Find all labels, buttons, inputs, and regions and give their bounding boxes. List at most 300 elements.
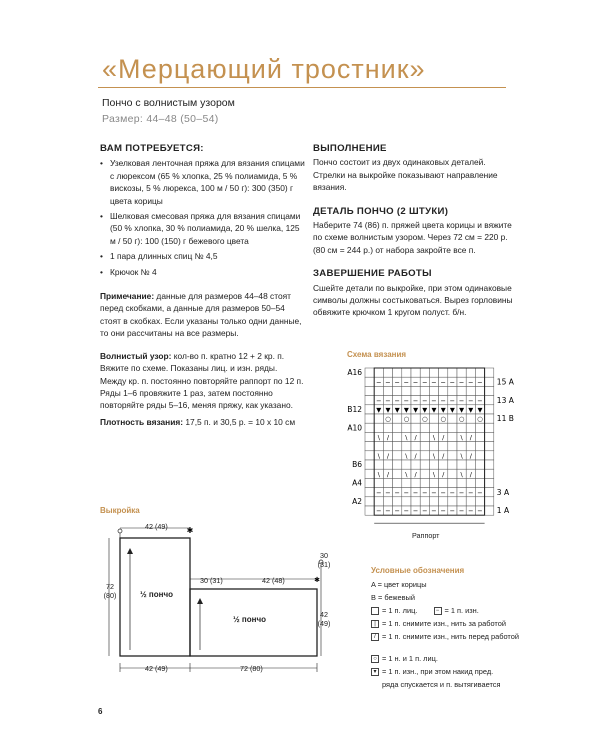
chart-cell [448, 460, 457, 469]
chart-symbol: − [394, 378, 400, 387]
chart-symbol: − [449, 378, 456, 387]
chart-cell [374, 368, 383, 377]
chart-cell [485, 368, 494, 377]
chart-symbol: / [442, 470, 445, 479]
chart-symbol: ▼ [376, 406, 382, 414]
chart-symbol: \ [377, 452, 380, 460]
chart-cell [420, 442, 429, 451]
chart-symbol: − [468, 488, 474, 497]
chart-cell [448, 469, 457, 478]
chart-cell [383, 368, 392, 377]
chart-cell [365, 377, 374, 386]
row-label-left: A10 [347, 423, 362, 433]
chart-symbol: − [440, 488, 446, 497]
chart-cell [429, 368, 438, 377]
part-block [313, 206, 518, 257]
chart-cell [402, 460, 411, 469]
chart-cell [439, 386, 448, 395]
chart-symbol: − [376, 488, 382, 497]
chart-cell [439, 478, 448, 487]
chart-cell [475, 460, 484, 469]
chart-symbol: \ [405, 433, 408, 442]
chart-cell [402, 497, 411, 506]
note-text: данные для размеров 44–48 стоят перед скобками, а данные для размеров 50–54 стоят в скобках. Если указаны только одни данные, то они рассчитаны на все размеры. [100, 291, 302, 339]
chart-symbol: \ [377, 433, 380, 442]
chart-cell [466, 442, 475, 451]
chart-cell [485, 377, 494, 386]
chart-cell [448, 478, 457, 487]
chart-cell [439, 460, 448, 469]
chart-symbol: − [403, 488, 410, 497]
chart-cell [420, 423, 429, 432]
legend-slip-behind [371, 619, 519, 629]
chart-cell [448, 368, 457, 377]
chart-cell [374, 414, 383, 423]
row-label-left: A16 [347, 368, 362, 378]
chart-cell [475, 442, 484, 451]
note-paragraph [100, 290, 305, 340]
chart-cell [420, 432, 429, 441]
purl-symbol-icon: − [434, 607, 442, 615]
chart-cell [365, 451, 374, 460]
chart-symbol: − [431, 507, 437, 516]
chart-cell [374, 423, 383, 432]
chart-cell [411, 478, 420, 487]
legend-knit-purl [371, 606, 519, 616]
part-text: Наберите 74 (86) п. пряжей цвета корицы и вяжите по схеме волнистым узором. Через 72 см = 220 р. (80 см = 244 р.) от набора закройте все п. [313, 220, 512, 255]
chart-cell [420, 368, 429, 377]
chart-symbol: \ [460, 433, 463, 442]
chart-cell [365, 405, 374, 414]
asterisk-icon: ✱ [314, 576, 320, 584]
chart-cell [457, 442, 466, 451]
pattern-label: Волнистый узор: [100, 350, 172, 361]
execution-block [313, 143, 518, 194]
chart-cell [485, 460, 494, 469]
chart-cell [485, 396, 494, 405]
chart-cell [466, 414, 475, 423]
chart-cell [402, 423, 411, 432]
chart-cell [420, 497, 429, 506]
chart-symbol: \ [432, 452, 436, 460]
density-label: Плотность вязания: [100, 416, 184, 427]
chart-symbol: − [468, 378, 474, 387]
chart-symbol: ▼ [403, 406, 409, 414]
cross-marker-icon: ✱ [186, 526, 194, 535]
chart-cell [393, 414, 402, 423]
chart-cell [429, 423, 438, 432]
chart-symbol: − [394, 507, 400, 516]
chart-symbol: \ [432, 470, 436, 479]
row-label-right: 1 A [496, 506, 510, 516]
row-label-left: B6 [352, 460, 362, 470]
chart-cell [365, 396, 374, 405]
chart-cell [475, 432, 484, 441]
chart-cell [411, 460, 420, 469]
size-range: Размер: 44–48 (50–54) [102, 113, 219, 125]
circle-marker-icon [118, 529, 122, 533]
chart-symbol: / [414, 470, 417, 479]
chart-symbol: − [376, 378, 382, 387]
chart-cell [448, 497, 457, 506]
chart-symbol: − [440, 396, 446, 405]
density-text: 17,5 п. и 30,5 р. = 10 х 10 см [183, 416, 296, 427]
chart-cell [420, 451, 429, 460]
chart-cell [420, 386, 429, 395]
list-item [100, 266, 305, 278]
legend-a: A = цвет корицы [371, 580, 427, 589]
bullet-icon: • [100, 266, 103, 277]
chart-cell [411, 368, 420, 377]
chart-symbol: − [449, 396, 456, 405]
chart-cell [448, 442, 457, 451]
chart-cell [485, 405, 494, 414]
chart-cell [448, 414, 457, 423]
chart-cell [383, 497, 392, 506]
chart-symbol: ○ [421, 415, 428, 424]
row-label-right: 15 A [496, 377, 514, 387]
chart-cell [485, 414, 494, 423]
chart-cell [365, 469, 374, 478]
legend-drop [371, 667, 519, 677]
chart-symbol: − [385, 507, 391, 516]
chart-cell [439, 423, 448, 432]
chart-cell [365, 432, 374, 441]
arrow-up-icon [197, 598, 203, 604]
chart-symbol: ▼ [385, 406, 391, 414]
chart-symbol: ○ [458, 415, 465, 424]
chart-cell [475, 451, 484, 460]
chart-symbol: − [394, 396, 400, 405]
chart-symbol: − [412, 378, 419, 387]
chart-symbol: − [458, 488, 465, 497]
chart-cell [475, 478, 484, 487]
chart-cell [393, 497, 402, 506]
dim-mid-right: 42 (48) [262, 576, 285, 585]
chart-cell [457, 478, 466, 487]
chart-symbol: − [449, 507, 456, 516]
chart-cell [365, 478, 374, 487]
chart-cell [393, 442, 402, 451]
dim-top: 42 (49) [145, 522, 168, 531]
poncho-label-right: ½ пончо [233, 615, 266, 624]
chart-symbol: − [477, 378, 483, 387]
chart-symbol: ○ [403, 415, 410, 424]
legend-title: Условные обозначения [371, 566, 465, 575]
pattern-text: кол-во п. кратно 12 + 2 кр. п. Вяжите по схеме. Показаны лиц. и изн. ряды. Между кр. п. постоянно повторяйте раппорт по 12 п. Ряды 1–6 провяжите 1 раз, затем постоянно повторяйте ряды 5–16, меняя пряжу, как указано. [100, 350, 304, 411]
row-label-left: A4 [352, 478, 362, 488]
knit-symbol-icon [371, 607, 379, 615]
chart-cell [374, 386, 383, 395]
chart-cell [429, 414, 438, 423]
knitting-chart [340, 362, 520, 552]
chart-cell [448, 432, 457, 441]
chart-symbol: / [386, 452, 390, 460]
article-subtitle: Пончо с волнистым узором [102, 97, 235, 109]
chart-cell [411, 414, 420, 423]
chart-cell [365, 386, 374, 395]
chart-cell [420, 469, 429, 478]
chart-symbol: − [458, 507, 465, 516]
chart-symbol: − [431, 396, 437, 405]
chart-cell [393, 460, 402, 469]
chart-cell [475, 469, 484, 478]
slip-behind-text: = 1 п. снимите изн., нить за работой [382, 619, 506, 628]
chart-cell [475, 368, 484, 377]
dim-mid-left: 30 (31) [200, 576, 223, 585]
chart-symbol: − [431, 378, 437, 387]
chart-symbol: − [431, 488, 437, 497]
execution-text: Пончо состоит из двух одинаковых деталей. Стрелки на выкройке показывают направление вязания. [313, 157, 498, 193]
chart-symbol: ○ [440, 415, 447, 424]
chart-cell [374, 442, 383, 451]
chart-cell [457, 386, 466, 395]
chart-cell [485, 488, 494, 497]
chart-cell [393, 423, 402, 432]
chart-cell [466, 497, 475, 506]
pattern-title: Выкройка [100, 506, 140, 515]
chart-symbol: ▼ [413, 406, 419, 414]
chart-cell [429, 460, 438, 469]
chart-cell [485, 497, 494, 506]
chart-cell [383, 478, 392, 487]
chart-symbol: / [469, 452, 472, 460]
material-text: Крючок № 4 [110, 266, 157, 277]
chart-symbol: ▼ [459, 406, 465, 414]
chart-cell [439, 442, 448, 451]
chart-cell [466, 368, 475, 377]
chart-cell [411, 442, 420, 451]
chart-symbol: ▼ [449, 406, 455, 414]
chart-cell [393, 368, 402, 377]
chart-symbol: ▼ [477, 406, 483, 414]
chart-cell [393, 432, 402, 441]
chart-cell [402, 386, 411, 395]
chart-cell [393, 478, 402, 487]
k1-text: = 1 н. и 1 п. лиц. [382, 654, 438, 663]
chart-symbol: / [386, 470, 390, 479]
chart-symbol: − [477, 507, 483, 516]
execution-heading: ВЫПОЛНЕНИЕ [313, 143, 387, 154]
chart-cell [457, 497, 466, 506]
chart-symbol: − [385, 396, 391, 405]
dim-bottom-right: 72 (80) [240, 664, 263, 673]
bullet-icon: • [100, 211, 103, 222]
chart-symbol: ▼ [394, 406, 400, 414]
row-label-left: B12 [347, 405, 362, 414]
chart-cell [365, 506, 374, 515]
chart-cell [383, 460, 392, 469]
bullet-icon: • [100, 158, 103, 169]
repeat-label: Раппорт [412, 531, 440, 540]
chart-symbol: − [403, 396, 410, 405]
chart-cell [402, 442, 411, 451]
chart-cell [485, 386, 494, 395]
chart-cell [475, 386, 484, 395]
chart-cell [420, 478, 429, 487]
chart-cell [365, 368, 374, 377]
chart-symbol: ▼ [468, 406, 474, 414]
chart-cell [365, 488, 374, 497]
legend-drop-cont: ряда спускается и п. вытягивается [382, 680, 501, 689]
chart-symbol: − [422, 378, 428, 387]
chart-cell [393, 451, 402, 460]
row-label-right: 3 A [496, 487, 510, 497]
schema-title: Схема вязания [347, 350, 407, 359]
chart-cell [466, 478, 475, 487]
chart-cell [365, 414, 374, 423]
dim-bottom-left: 42 (49) [145, 664, 168, 673]
chart-cell [485, 423, 494, 432]
chart-symbol: / [414, 452, 417, 460]
chart-symbol: \ [377, 470, 380, 479]
chart-symbol: / [386, 433, 390, 442]
pattern-diagram [95, 520, 340, 680]
dim-right: 42 (49) [317, 610, 331, 628]
chart-cell [485, 451, 494, 460]
slip-front-icon: / [371, 633, 379, 641]
chart-cell [411, 497, 420, 506]
chart-cell [485, 478, 494, 487]
chart-symbol: \ [432, 433, 436, 442]
chart-symbol: − [468, 507, 474, 516]
slip-behind-icon: | [371, 620, 379, 628]
title-divider [98, 87, 506, 88]
chart-cell [374, 478, 383, 487]
chart-cell [466, 423, 475, 432]
chart-cell [448, 423, 457, 432]
chart-cell [485, 442, 494, 451]
chart-symbol: − [376, 507, 382, 516]
chart-cell [365, 423, 374, 432]
chart-cell [485, 469, 494, 478]
chart-cell [457, 460, 466, 469]
chart-symbol: − [468, 396, 474, 405]
chart-symbol: ○ [385, 415, 391, 424]
chart-symbol: / [469, 433, 472, 442]
chart-symbol: − [385, 488, 391, 497]
chart-symbol: − [376, 396, 382, 405]
list-item [100, 210, 305, 247]
chart-symbol: / [414, 433, 417, 442]
materials-heading: ВАМ ПОТРЕБУЕТСЯ: [100, 143, 204, 154]
chart-cell [393, 469, 402, 478]
chart-symbol: \ [405, 452, 408, 460]
chart-cell [374, 460, 383, 469]
density-paragraph [100, 416, 305, 428]
chart-symbol: − [412, 507, 419, 516]
chart-cell [429, 497, 438, 506]
chart-cell [448, 451, 457, 460]
legend-slip-front [371, 632, 519, 642]
chart-grid [365, 368, 494, 523]
chart-cell [475, 497, 484, 506]
dim-left: 72 (80) [103, 582, 117, 600]
finish-text: Сшейте детали по выкройке, при этом одинаковые символы должны состыковаться. Вырез горловины обвяжите крючком 1 кругом полуст. б/н. [313, 282, 513, 318]
chart-cell [383, 386, 392, 395]
chart-cell [365, 497, 374, 506]
list-item [100, 157, 305, 207]
dim-right-top: 30 (31) [317, 551, 331, 569]
legend [371, 580, 519, 693]
chart-cell [485, 506, 494, 515]
chart-symbol: ▼ [440, 406, 446, 414]
chart-cell [402, 478, 411, 487]
chart-cell [402, 368, 411, 377]
chart-cell [411, 423, 420, 432]
article-title: «Мерцающий тростник» [102, 54, 426, 84]
chart-symbol: − [412, 396, 419, 405]
chart-symbol: − [422, 396, 428, 405]
chart-cell [429, 442, 438, 451]
legend-k1 [371, 654, 519, 664]
chart-symbol: / [442, 433, 445, 442]
chart-symbol: ○ [477, 415, 483, 424]
chart-cell [466, 460, 475, 469]
chart-cell [475, 423, 484, 432]
chart-symbol: \ [405, 470, 408, 479]
chart-symbol: − [477, 396, 483, 405]
chart-cell [383, 442, 392, 451]
material-text: 1 пара длинных спиц № 4,5 [110, 251, 218, 262]
chart-symbol: ▼ [431, 406, 437, 414]
chart-symbol: − [477, 488, 483, 497]
chart-cell [448, 386, 457, 395]
list-item [100, 250, 305, 262]
poncho-label-left: ½ пончо [140, 590, 173, 599]
chart-symbol: − [440, 378, 446, 387]
finish-heading: ЗАВЕРШЕНИЕ РАБОТЫ [313, 268, 432, 280]
chart-symbol: − [403, 378, 410, 387]
chart-symbol: − [458, 378, 465, 387]
chart-cell [420, 460, 429, 469]
chart-cell [439, 368, 448, 377]
drop-stitch-icon: ▾ [371, 668, 379, 676]
chart-symbol: − [403, 507, 410, 516]
arrow-up-icon [127, 548, 133, 554]
instructions-column [313, 143, 518, 331]
k1-icon: ○ [371, 655, 379, 663]
chart-cell [374, 497, 383, 506]
chart-cell [383, 423, 392, 432]
part-heading: ДЕТАЛЬ ПОНЧО (2 ШТУКИ) [313, 205, 449, 217]
chart-cell [457, 423, 466, 432]
bullet-icon: • [100, 251, 103, 262]
chart-symbol: − [394, 488, 400, 497]
row-label-right: 11 B [496, 414, 514, 424]
legend-b: B = бежевый [371, 593, 415, 602]
purl-text: = 1 п. изн. [444, 606, 479, 615]
chart-symbol: − [440, 507, 446, 516]
chart-cell [457, 368, 466, 377]
pattern-paragraph [100, 350, 305, 412]
chart-cell [429, 386, 438, 395]
chart-symbol: \ [460, 452, 463, 460]
material-text: Узелковая ленточная пряжа для вязания спицами с люрексом (65 % хлопка, 25 % полиамида, 5 % вискозы, 5 % люрекса, 100 м / 50 г): 300 (350) г цвета корицы [110, 158, 305, 206]
finish-block [313, 268, 518, 319]
chart-symbol: − [422, 488, 428, 497]
chart-symbol: / [442, 452, 445, 460]
chart-cell [485, 432, 494, 441]
chart-symbol: ▼ [422, 406, 428, 414]
chart-cell [393, 386, 402, 395]
chart-cell [429, 478, 438, 487]
chart-symbol: − [449, 488, 456, 497]
drop-text-1: = 1 п. изн., при этом накид пред. [382, 667, 494, 676]
chart-cell [439, 497, 448, 506]
chart-symbol: − [412, 488, 419, 497]
chart-cell [411, 386, 420, 395]
